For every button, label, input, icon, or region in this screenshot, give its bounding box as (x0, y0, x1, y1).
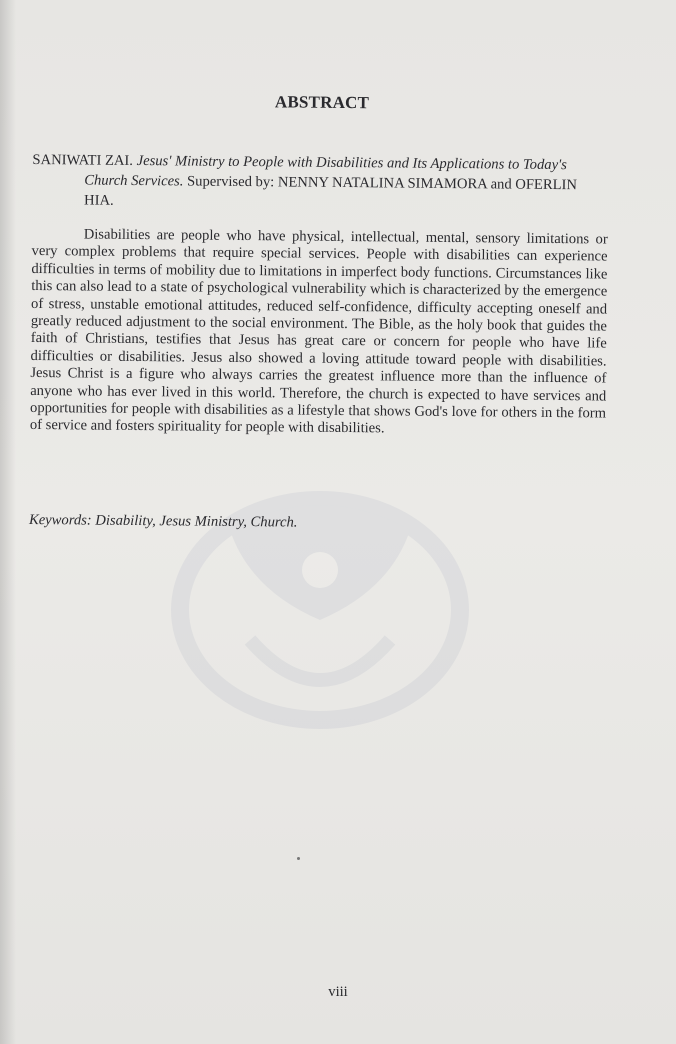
university-watermark-emblem (170, 470, 470, 730)
citation-author: SANIWATI ZAI. (32, 151, 134, 169)
abstract-paragraph: Disabilities are people who have physical, intellectual, mental, sensory limitations or very complex problems that require special services. People with disabilities can experience difficulties in terms of mobility due to limitations in imperfect body functions. Circumstances like this can also lead to a state of psychological vulnerability which is characterized by the emergence of stress, unstable emotional attitudes, reduced self-confidence, difficulty accepting oneself and greatly reduced adjustment to the social environment. The Bible, as the holy book that guides the faith of Christians, testifies that Jesus has great care or concern for people who have life difficulties or disabilities. Jesus also showed a loving attitude toward people with disabilities. Jesus Christ is a figure who always carries the greatest influence more than the influence of anyone who has ever lived in this world. Therefore, the church is expected to have services and opportunities for people with disabilities as a lifestyle that shows God's love for others in the form of service and fosters spirituality for people with disabilities. (29, 226, 608, 437)
page-edge-shadow (0, 0, 16, 1044)
keywords-line: Keywords: Disability, Jesus Ministry, Church. (28, 511, 298, 531)
abstract-content (28, 0, 612, 531)
thesis-citation (32, 150, 593, 215)
abstract-heading: ABSTRACT (274, 92, 370, 113)
page-number: viii (328, 984, 348, 1000)
paper-speck (297, 857, 300, 860)
citation-title: Jesus' Ministry to People with Disabilities and Its Applications to Today's Church Services. (84, 152, 567, 190)
citation-supervisors: Supervised by: NENNY NATALINA SIMAMORA and OFERLIN HIA. (84, 173, 578, 209)
